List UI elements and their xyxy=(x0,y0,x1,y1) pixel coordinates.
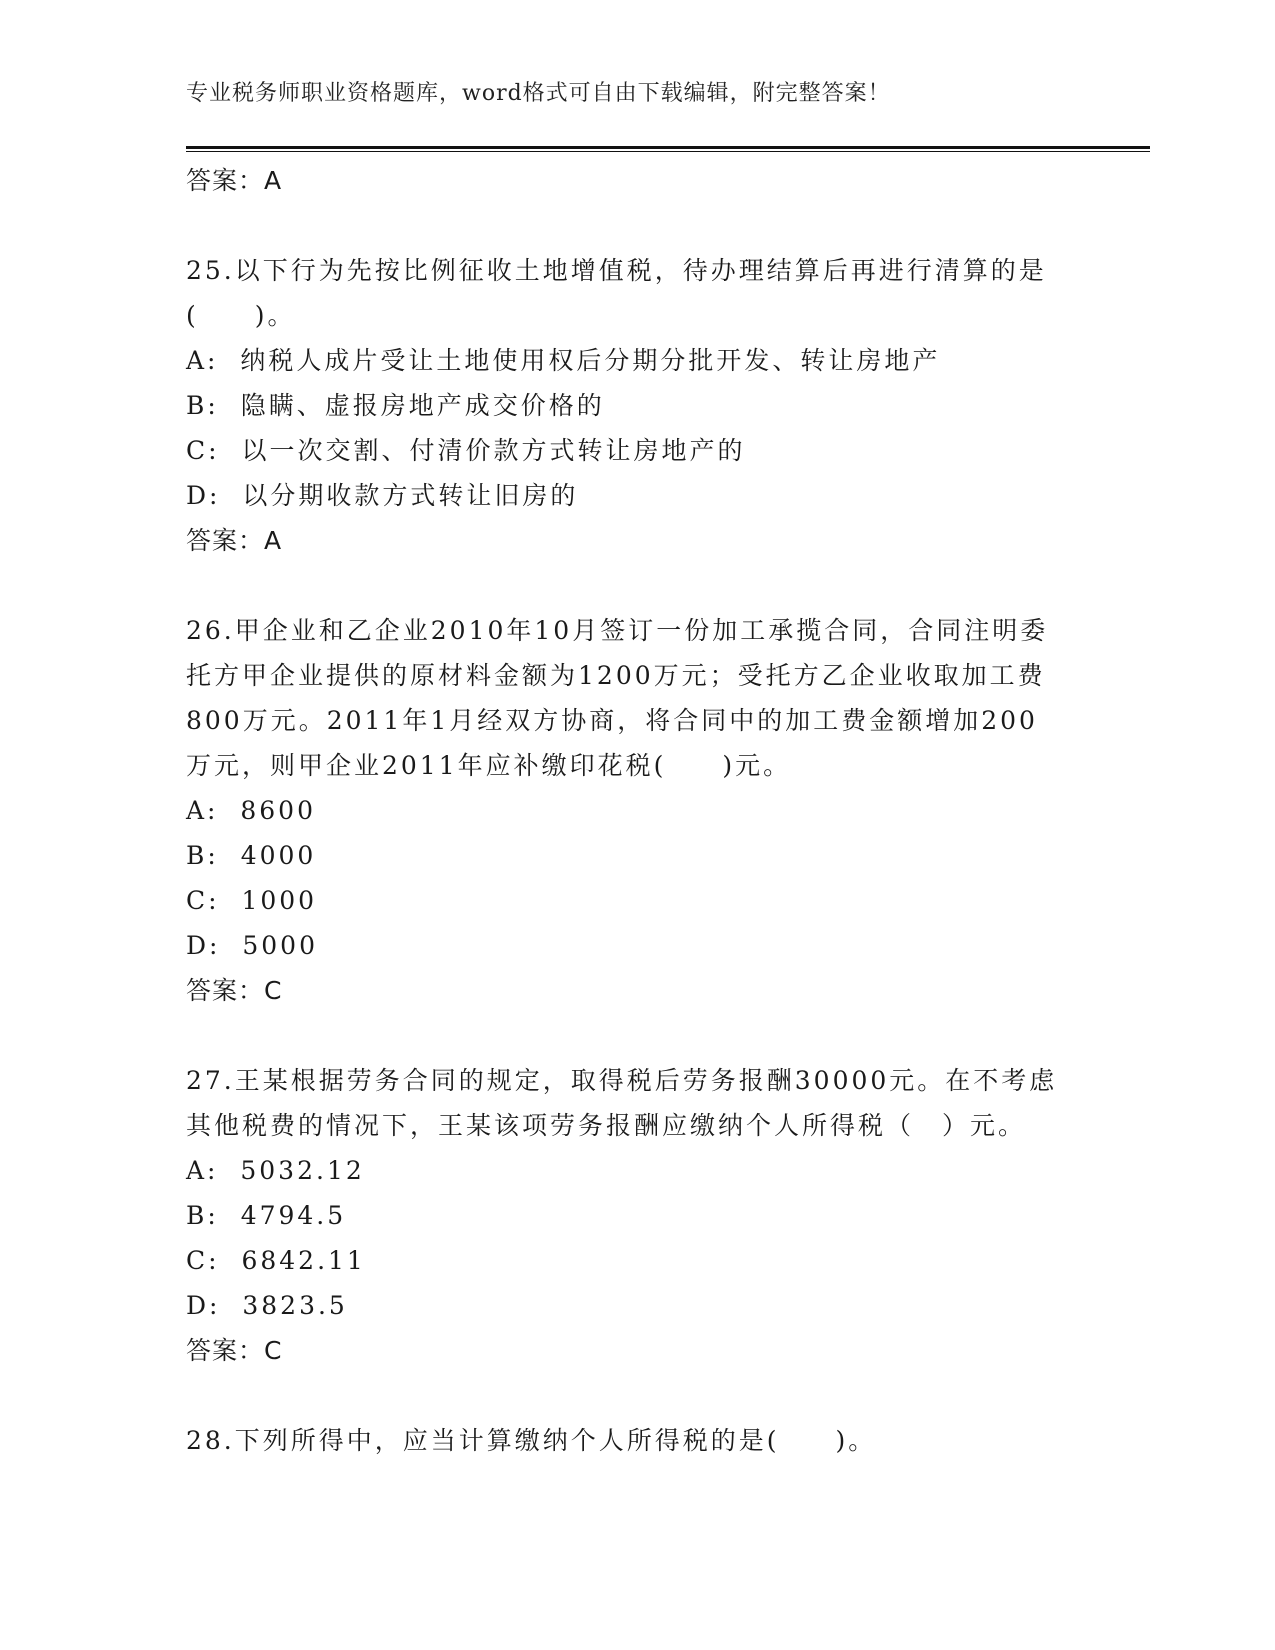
question-stem: 26.甲企业和乙企业2010年10月签订一份加工承揽合同，合同注明委 托方甲企业提供的原材料金额为1200万元；受托方乙企业收取加工费 800万元。2011年1月经双方协商，将合同中的加工费金额增加200 万元，则甲企业2011年应补缴印花税( )元。 xyxy=(186,616,1049,780)
option-d: D: 5000 xyxy=(186,931,318,960)
option-b: B: 4794.5 xyxy=(186,1201,347,1230)
question-27 xyxy=(186,1058,1086,1373)
option-a: A: 5032.12 xyxy=(186,1156,365,1185)
option-c: C: 1000 xyxy=(186,886,318,915)
option-d: D: 3823.5 xyxy=(186,1291,348,1320)
header-rule-thick xyxy=(186,146,1150,149)
answer: 答案：C xyxy=(186,1336,283,1365)
header-rule-thin xyxy=(186,151,1150,152)
option-c: C: 6842.11 xyxy=(186,1246,366,1275)
answer: 答案：C xyxy=(186,976,283,1005)
option-a: A: 纳税人成片受让土地使用权后分期分批开发、转让房地产 xyxy=(186,346,941,375)
answer: 答案：A xyxy=(186,526,283,555)
option-a: A: 8600 xyxy=(186,796,316,825)
option-b: B: 隐瞒、虚报房地产成交价格的 xyxy=(186,391,605,420)
page-header: 专业税务师职业资格题库，word格式可自由下载编辑，附完整答案！ xyxy=(186,81,891,106)
question-stem: 27.王某根据劳务合同的规定，取得税后劳务报酬30000元。在不考虑 其他税费的情况下，王某该项劳务报酬应缴纳个人所得税（ ）元。 xyxy=(186,1066,1058,1140)
option-d: D: 以分期收款方式转让旧房的 xyxy=(186,481,579,510)
option-b: B: 4000 xyxy=(186,841,317,870)
previous-answer: 答案：A xyxy=(186,166,283,195)
question-25 xyxy=(186,248,1086,563)
question-stem: 28.下列所得中，应当计算缴纳个人所得税的是( )。 xyxy=(186,1426,877,1455)
question-stem: 25.以下行为先按比例征收土地增值税，待办理结算后再进行清算的是 ( )。 xyxy=(186,256,1047,330)
option-c: C: 以一次交割、付清价款方式转让房地产的 xyxy=(186,436,746,465)
question-28 xyxy=(186,1418,1086,1463)
question-26 xyxy=(186,608,1086,1013)
question-list xyxy=(186,158,1086,1463)
